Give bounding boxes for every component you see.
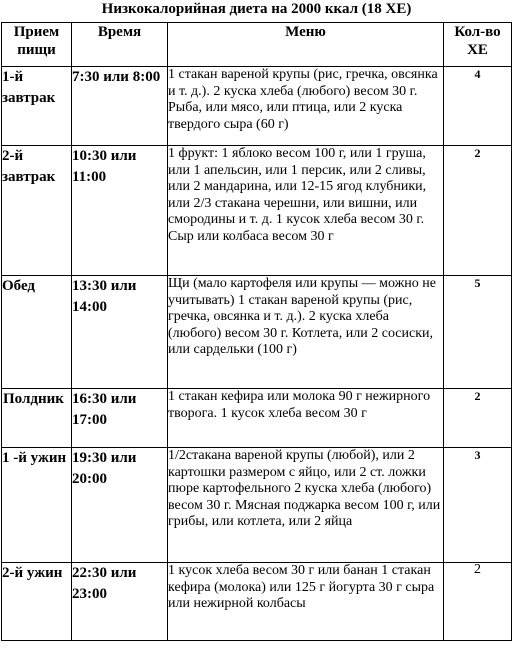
menu-cell: Щи (мало картофеля или крупы — можно не учитывать) 1 стакан вареной крупы (рис, гречка, овсянка и т. д.). 2 куска хлеба (любого) весом 30 г. Котлета, или 2 сосиски, или сардельки (100 г) <box>168 276 444 389</box>
xe-cell: 2 <box>444 563 512 641</box>
table-header-row <box>2 23 512 67</box>
document-title: Низкокалорийная диета на 2000 ккал (18 ХЕ) <box>101 1 412 17</box>
meal-cell: 2-й завтрак <box>2 146 72 276</box>
xe-cell: 2 <box>444 146 512 276</box>
header-menu: Меню <box>168 23 444 67</box>
meal-cell: Полдник <box>2 389 72 448</box>
menu-cell: 1 стакан кефира или молока 90 г нежирного творога. 1 кусок хлеба весом 30 г <box>168 389 444 448</box>
menu-cell: 1 кусок хлеба весом 30 г или банан 1 стакан кефира (молока) или 125 г йогурта 30 г сыра или нежирной колбасы <box>168 563 444 641</box>
meal-cell: 1 -й ужин <box>2 448 72 563</box>
time-cell: 19:30 или 20:00 <box>72 448 168 563</box>
table-row <box>2 67 512 146</box>
time-cell: 16:30 или 17:00 <box>72 389 168 448</box>
table-row <box>2 389 512 448</box>
table-row <box>2 276 512 389</box>
xe-cell: 3 <box>444 448 512 563</box>
menu-cell: 1/2стакана вареной крупы (любой), или 2 картошки размером с яйцо, или 2 ст. ложки пюре картофельного 2 куска хлеба (любого) весом 30 г. Мясная поджарка весом 100 г, или грибы, или котлета, или 2 яйца <box>168 448 444 563</box>
table-row <box>2 146 512 276</box>
table-row <box>2 448 512 563</box>
table-row <box>2 563 512 641</box>
time-cell: 7:30 или 8:00 <box>72 67 168 146</box>
header-time: Время <box>72 23 168 67</box>
diet-table <box>1 22 512 641</box>
menu-cell: 1 фрукт: 1 яблоко весом 100 г, или 1 груша, или 1 апельсин, или 1 персик, или 2 сливы, или 2 мандарина, или 12-15 ягод клубники, или 2/3 стакана черешни, или вишни, или смородины и т. д. 1 кусок хлеба весом 30 г. Сыр или колбаса весом 30 г <box>168 146 444 276</box>
time-cell: 22:30 или 23:00 <box>72 563 168 641</box>
xe-cell: 4 <box>444 67 512 146</box>
meal-cell: 1-й завтрак <box>2 67 72 146</box>
xe-cell: 2 <box>444 389 512 448</box>
meal-cell: 2-й ужин <box>2 563 72 641</box>
xe-cell: 5 <box>444 276 512 389</box>
time-cell: 13:30 или 14:00 <box>72 276 168 389</box>
header-xe: Кол-во ХЕ <box>444 23 512 67</box>
meal-cell: Обед <box>2 276 72 389</box>
time-cell: 10:30 или 11:00 <box>72 146 168 276</box>
menu-cell: 1 стакан вареной крупы (рис, гречка, овсянка и т. д.). 2 куска хлеба (любого) весом 30 г. Рыба, или мясо, или птица, или 2 куска твердого сыра (60 г) <box>168 67 444 146</box>
header-meal: Прием пищи <box>2 23 72 67</box>
